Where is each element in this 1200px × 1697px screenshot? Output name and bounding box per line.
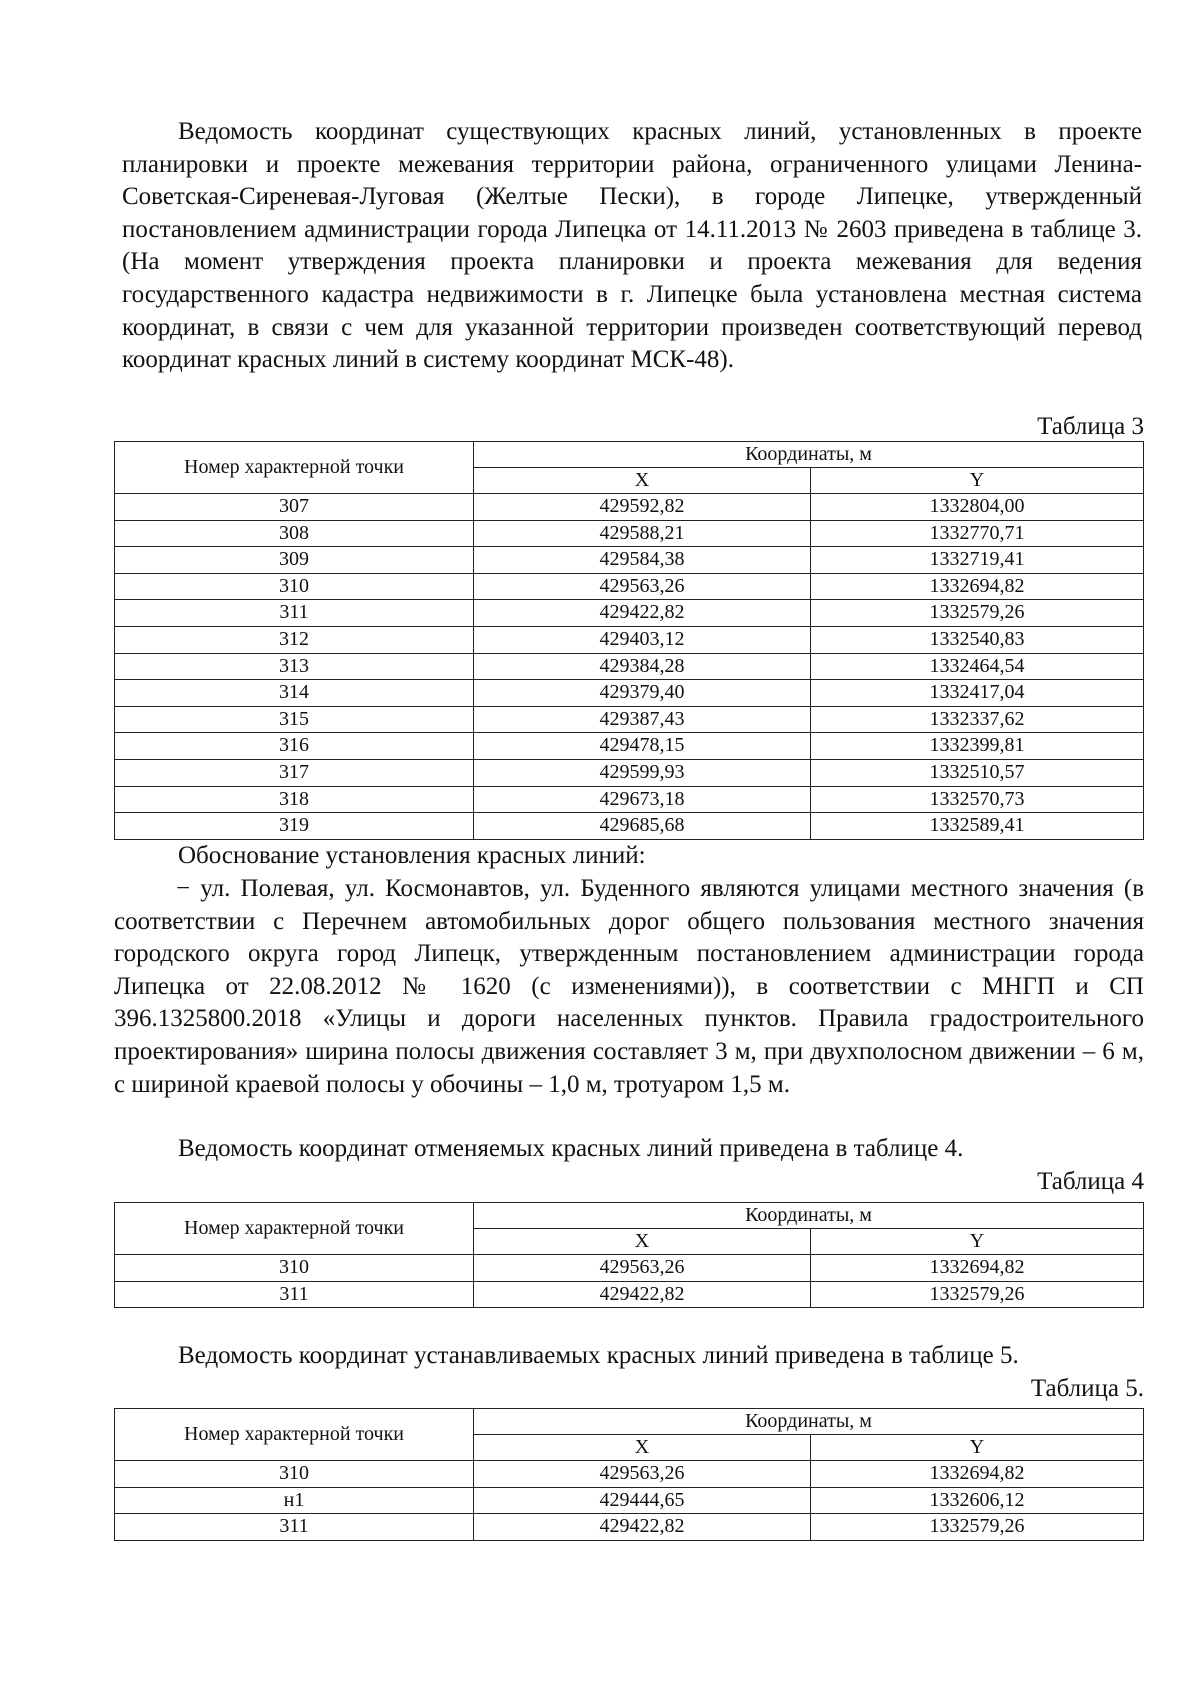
y-cell: 1332579,26 [811, 600, 1144, 627]
table-row [115, 813, 1144, 840]
point-cell: 310 [115, 573, 474, 600]
point-cell: 317 [115, 759, 474, 786]
point-cell: 308 [115, 520, 474, 547]
x-cell: 429444,65 [474, 1487, 811, 1514]
y-cell: 1332464,54 [811, 653, 1144, 680]
y-cell: 1332694,82 [811, 1461, 1144, 1488]
y-cell: 1332399,81 [811, 733, 1144, 760]
x-cell: 429599,93 [474, 759, 811, 786]
table-row [115, 1281, 1144, 1308]
x-cell: 429478,15 [474, 733, 811, 760]
table5-header-y: Y [811, 1435, 1144, 1461]
x-cell: 429563,26 [474, 1255, 811, 1282]
intro-paragraph: Ведомость координат существующих красных линий, установленных в проекте планировки и проекте межевания территории района, ограниченного улицами Ленина-Советская-Сиреневая-Луговая (Желтые Пески), в городе Липецке, утвержденный постановлением администрации города Липецка от 14.11.2013 № 2603 приведена в таблице 3. (На момент утверждения проекта планировки и проекта межевания для ведения государственного кадастра недвижимости в г. Липецке была установлена местная система координат, в связи с чем для указанной территории произведен соответствующий перевод координат красных линий в систему координат МСК-48). [122, 118, 1142, 374]
table4-header-point: Номер характерной точки [115, 1203, 474, 1255]
table4-caption: Таблица 4 [1037, 1168, 1144, 1195]
table4-header-x: X [474, 1229, 811, 1255]
x-cell: 429673,18 [474, 786, 811, 813]
y-cell: 1332510,57 [811, 759, 1144, 786]
x-cell: 429584,38 [474, 547, 811, 574]
x-cell: 429685,68 [474, 813, 811, 840]
table4-intro: Ведомость координат отменяемых красных линий приведена в таблице 4. [178, 1135, 964, 1162]
point-cell: 311 [115, 1281, 474, 1308]
table5-caption: Таблица 5. [1030, 1375, 1144, 1402]
table5 [114, 1408, 1144, 1541]
table4-header-coords: Координаты, м [474, 1203, 1144, 1229]
point-cell: 307 [115, 494, 474, 521]
table-row [115, 494, 1144, 521]
x-cell: 429592,82 [474, 494, 811, 521]
table5-header-point: Номер характерной точки [115, 1409, 474, 1461]
table5-intro: Ведомость координат устанавливаемых красных линий приведена в таблице 5. [178, 1342, 1019, 1369]
point-cell: 318 [115, 786, 474, 813]
table-row [115, 706, 1144, 733]
x-cell: 429379,40 [474, 680, 811, 707]
x-cell: 429563,26 [474, 573, 811, 600]
table3-caption: Таблица 3 [1037, 413, 1144, 440]
justification-bullet: − ул. Полевая, ул. Космонавтов, ул. Буденного являются улицами местного значения (в соответствии с Перечнем автомобильных дорог общего пользования местного значения городского округа город Липецк, утвержденным постановлением администрации города Липецка от 22.08.2012 № 1620 (с изменениями)), в соответствии с МНГП и СП 396.1325800.2018 «Улицы и дороги населенных пунктов. Правила градостроительного проектирования» ширина полосы движения составляет 3 м, при двухполосном движении – 6 м, с шириной краевой полосы у обочины – 1,0 м, тротуаром 1,5 м. [114, 875, 1144, 1098]
table5-header-coords: Координаты, м [474, 1409, 1144, 1435]
table-row [115, 653, 1144, 680]
point-cell: 311 [115, 600, 474, 627]
y-cell: 1332589,41 [811, 813, 1144, 840]
y-cell: 1332337,62 [811, 706, 1144, 733]
point-cell: 311 [115, 1514, 474, 1541]
point-cell: 319 [115, 813, 474, 840]
table-row [115, 1255, 1144, 1282]
y-cell: 1332694,82 [811, 573, 1144, 600]
y-cell: 1332770,71 [811, 520, 1144, 547]
x-cell: 429422,82 [474, 1514, 811, 1541]
justification-heading: Обоснование установления красных линий: [178, 842, 646, 869]
table5-header-x: X [474, 1435, 811, 1461]
point-cell: 310 [115, 1255, 474, 1282]
table-row [115, 520, 1144, 547]
table-row [115, 573, 1144, 600]
point-cell: 315 [115, 706, 474, 733]
table3-header-point: Номер характерной точки [115, 442, 474, 494]
x-cell: 429422,82 [474, 1281, 811, 1308]
point-cell: 316 [115, 733, 474, 760]
x-cell: 429387,43 [474, 706, 811, 733]
table-row [115, 680, 1144, 707]
point-cell: 309 [115, 547, 474, 574]
y-cell: 1332694,82 [811, 1255, 1144, 1282]
x-cell: 429588,21 [474, 520, 811, 547]
x-cell: 429422,82 [474, 600, 811, 627]
table-row [115, 547, 1144, 574]
point-cell: 312 [115, 626, 474, 653]
x-cell: 429403,12 [474, 626, 811, 653]
table-row [115, 733, 1144, 760]
table-row [115, 626, 1144, 653]
table-row [115, 1514, 1144, 1541]
table-row [115, 786, 1144, 813]
table4 [114, 1202, 1144, 1308]
table-row [115, 600, 1144, 627]
table3-header-x: X [474, 468, 811, 494]
x-cell: 429563,26 [474, 1461, 811, 1488]
y-cell: 1332540,83 [811, 626, 1144, 653]
y-cell: 1332570,73 [811, 786, 1144, 813]
point-cell: н1 [115, 1487, 474, 1514]
y-cell: 1332606,12 [811, 1487, 1144, 1514]
table-row [115, 1461, 1144, 1488]
y-cell: 1332579,26 [811, 1514, 1144, 1541]
table3-header-coords: Координаты, м [474, 442, 1144, 468]
table-row [115, 759, 1144, 786]
table3-header-y: Y [811, 468, 1144, 494]
point-cell: 314 [115, 680, 474, 707]
y-cell: 1332579,26 [811, 1281, 1144, 1308]
table4-header-y: Y [811, 1229, 1144, 1255]
table3 [114, 441, 1144, 840]
y-cell: 1332417,04 [811, 680, 1144, 707]
point-cell: 310 [115, 1461, 474, 1488]
table-row [115, 1487, 1144, 1514]
y-cell: 1332719,41 [811, 547, 1144, 574]
x-cell: 429384,28 [474, 653, 811, 680]
point-cell: 313 [115, 653, 474, 680]
y-cell: 1332804,00 [811, 494, 1144, 521]
